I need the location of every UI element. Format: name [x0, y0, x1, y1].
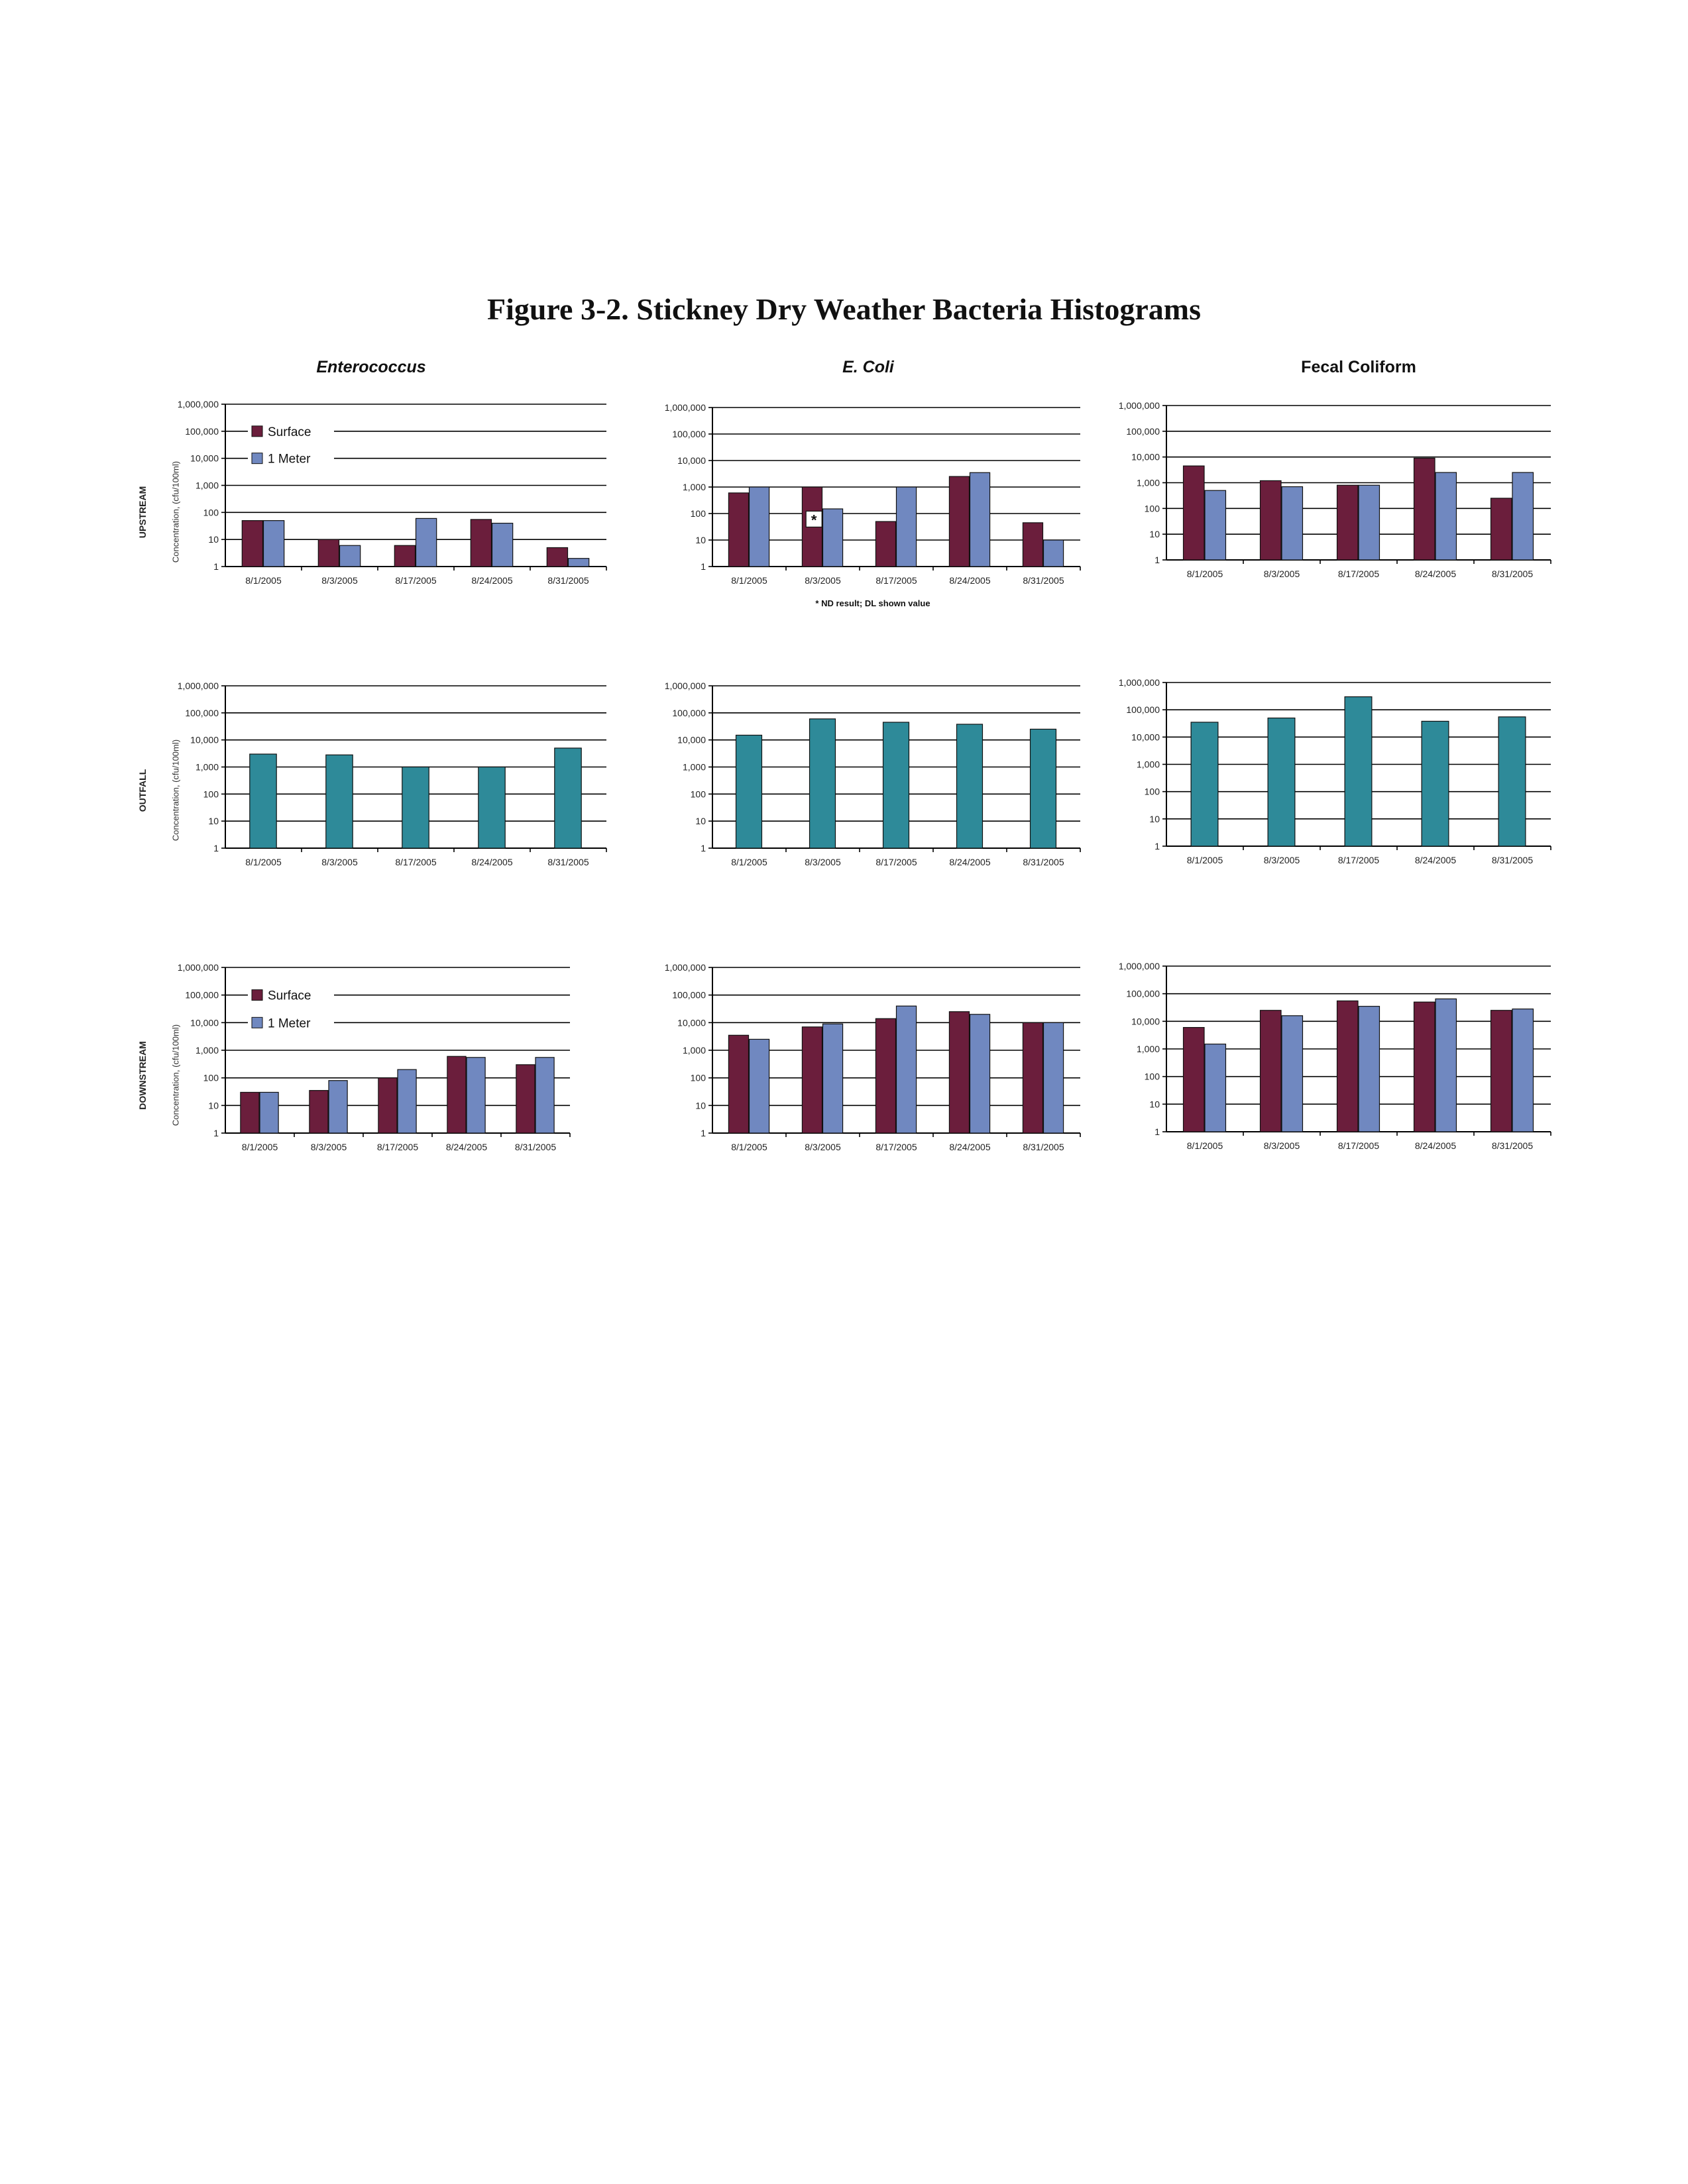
legend-label: Surface	[268, 425, 311, 439]
bar-outfall	[1031, 729, 1056, 848]
x-tick-label: 8/24/2005	[949, 857, 991, 867]
y-tick-label: 1,000	[195, 761, 219, 773]
ecoli-footnote: * ND result; DL shown value	[815, 598, 930, 608]
x-tick-label: 8/31/2005	[547, 857, 589, 867]
chart-upstream-enterococcus	[146, 401, 613, 596]
y-tick-label: 1,000	[1136, 1044, 1160, 1054]
x-tick-label: 8/31/2005	[1023, 1142, 1064, 1152]
y-tick-label: 100,000	[1126, 704, 1160, 716]
x-tick-label: 8/17/2005	[1337, 1140, 1380, 1151]
y-tick-label: 100	[203, 1072, 219, 1083]
bar-1-meter	[535, 1058, 554, 1133]
legend-swatch	[252, 990, 262, 1001]
y-tick-label: 100,000	[672, 707, 706, 718]
y-tick-label: 1	[1154, 555, 1160, 565]
bar-outfall	[1191, 722, 1218, 846]
y-tick-label: 100,000	[1126, 988, 1160, 999]
column-title-ecoli: E. Coli	[842, 358, 894, 376]
bar-surface	[516, 1065, 535, 1133]
x-tick-label: 8/17/2005	[1337, 855, 1380, 865]
bar-1-meter	[1282, 1016, 1302, 1132]
y-tick-label: 10,000	[1131, 1016, 1160, 1027]
bar-surface	[1023, 523, 1042, 567]
y-tick-label: 1,000	[682, 1045, 706, 1056]
bar-surface	[875, 1018, 895, 1133]
y-tick-label: 1,000,000	[664, 402, 706, 413]
bar-surface	[1491, 1010, 1512, 1132]
y-tick-label: 10	[695, 816, 706, 827]
bar-1-meter	[340, 545, 361, 567]
nd-marker: *	[811, 512, 817, 529]
y-tick-label: 1	[1154, 841, 1160, 851]
x-tick-label: 8/24/2005	[445, 1142, 488, 1152]
y-tick-label: 100,000	[185, 425, 219, 437]
x-tick-label: 8/3/2005	[310, 1142, 347, 1152]
bar-1-meter	[1512, 472, 1533, 560]
bar-surface	[1184, 466, 1204, 560]
bar-outfall	[1422, 721, 1449, 846]
legend-swatch	[252, 1017, 262, 1028]
x-tick-label: 8/3/2005	[1263, 1140, 1300, 1151]
bar-1-meter	[260, 1092, 278, 1133]
chart-upstream-ecoli	[633, 404, 1087, 596]
bar-surface	[1261, 1010, 1281, 1132]
chart-outfall-fecal-coliform	[1087, 679, 1557, 876]
x-tick-label: 8/31/2005	[514, 1142, 557, 1152]
bar-surface	[1023, 1022, 1042, 1133]
y-tick-label: 1	[701, 843, 706, 853]
y-tick-label: 10	[695, 1100, 706, 1111]
bar-surface	[309, 1091, 328, 1133]
bar-1-meter	[1359, 1007, 1379, 1132]
y-tick-label: 100	[1144, 1071, 1160, 1082]
y-tick-label: 1,000	[682, 761, 706, 773]
y-tick-label: 1	[1154, 1126, 1160, 1137]
bar-outfall	[1498, 717, 1526, 846]
x-tick-label: 8/3/2005	[1263, 569, 1300, 579]
x-tick-label: 8/1/2005	[1186, 1140, 1223, 1151]
bar-surface	[242, 521, 262, 567]
x-tick-label: 8/17/2005	[875, 575, 917, 586]
y-tick-label: 1,000,000	[664, 681, 706, 691]
bar-outfall	[250, 754, 276, 848]
bar-1-meter	[823, 1024, 843, 1133]
y-tick-label: 1	[213, 561, 219, 572]
x-tick-label: 8/31/2005	[1491, 569, 1534, 579]
x-tick-label: 8/17/2005	[395, 857, 437, 867]
bar-surface	[318, 539, 339, 567]
bar-outfall	[1345, 697, 1372, 846]
x-tick-label: 8/1/2005	[241, 1142, 278, 1152]
y-tick-label: 1,000	[195, 480, 219, 491]
bar-1-meter	[750, 1039, 769, 1133]
bar-outfall	[883, 722, 909, 848]
y-tick-label: 1,000	[1136, 759, 1160, 770]
bar-surface	[241, 1092, 259, 1133]
x-tick-label: 8/24/2005	[949, 575, 991, 586]
y-tick-label: 10,000	[677, 455, 706, 466]
bar-surface	[447, 1056, 466, 1133]
bar-surface	[1414, 1002, 1435, 1132]
legend-label: 1 Meter	[268, 452, 311, 466]
column-title-enterococcus: Enterococcus	[316, 358, 426, 376]
x-tick-label: 8/17/2005	[1337, 569, 1380, 579]
bar-1-meter	[1359, 485, 1379, 560]
bar-outfall	[326, 755, 353, 848]
x-tick-label: 8/1/2005	[731, 857, 767, 867]
bar-1-meter	[416, 518, 437, 567]
x-tick-label: 8/24/2005	[471, 857, 513, 867]
bar-1-meter	[1435, 999, 1456, 1132]
y-tick-label: 1,000	[195, 1045, 219, 1056]
chart-downstream-fecal-coliform	[1087, 963, 1557, 1162]
bar-surface	[394, 545, 415, 567]
y-tick-label: 10	[1149, 813, 1160, 824]
x-tick-label: 8/1/2005	[245, 575, 282, 586]
y-tick-label: 10,000	[190, 1017, 219, 1028]
bar-1-meter	[1282, 487, 1302, 560]
x-tick-label: 8/31/2005	[1023, 575, 1064, 586]
bar-1-meter	[467, 1058, 485, 1133]
y-tick-label: 10,000	[677, 1017, 706, 1028]
y-tick-label: 100	[690, 1072, 706, 1083]
x-tick-label: 8/24/2005	[949, 1142, 991, 1152]
bar-surface	[949, 1012, 969, 1133]
bar-outfall	[810, 719, 836, 848]
y-tick-label: 1,000,000	[1118, 677, 1160, 688]
x-tick-label: 8/31/2005	[547, 575, 589, 586]
bar-1-meter	[823, 509, 843, 567]
y-tick-label: 10,000	[677, 734, 706, 745]
y-tick-label: 10	[695, 535, 706, 545]
bar-outfall	[478, 767, 505, 849]
x-tick-label: 8/31/2005	[1491, 1140, 1534, 1151]
x-tick-label: 8/31/2005	[1023, 857, 1064, 867]
x-tick-label: 8/1/2005	[731, 1142, 767, 1152]
x-tick-label: 8/24/2005	[1414, 1140, 1457, 1151]
y-tick-label: 10,000	[1131, 732, 1160, 743]
legend-label: Surface	[268, 989, 311, 1003]
bar-surface	[471, 519, 491, 567]
x-tick-label: 8/3/2005	[805, 857, 841, 867]
y-tick-label: 10	[208, 1100, 219, 1111]
y-tick-label: 10	[208, 534, 219, 545]
y-tick-label: 100,000	[672, 429, 706, 439]
y-tick-label: 1,000,000	[664, 962, 706, 973]
bar-1-meter	[970, 472, 990, 567]
y-tick-label: 1,000,000	[1118, 961, 1160, 971]
chart-downstream-ecoli	[633, 964, 1087, 1163]
x-tick-label: 8/3/2005	[1263, 855, 1300, 865]
row-label-outfall: OUTFALL	[137, 769, 148, 812]
bar-1-meter	[329, 1081, 347, 1133]
bar-surface	[802, 1027, 822, 1133]
y-tick-label: 100,000	[185, 707, 219, 718]
chart-downstream-enterococcus	[146, 964, 577, 1163]
x-tick-label: 8/31/2005	[1491, 855, 1534, 865]
chart-outfall-ecoli	[633, 682, 1087, 878]
y-tick-label: 100	[203, 507, 219, 518]
chart-outfall-enterococcus	[146, 682, 613, 878]
bar-1-meter	[897, 1006, 917, 1133]
y-axis-title-downstream: Concentration, (cfu/100ml)	[170, 1024, 181, 1126]
bar-1-meter	[569, 559, 589, 567]
y-tick-label: 1	[701, 1128, 706, 1138]
bar-1-meter	[1205, 1044, 1225, 1132]
bar-surface	[728, 493, 748, 567]
chart-upstream-fecal-coliform	[1087, 402, 1557, 590]
y-tick-label: 1,000,000	[177, 681, 219, 691]
bar-surface	[949, 476, 969, 567]
bar-1-meter	[970, 1014, 990, 1133]
bar-surface	[1261, 480, 1281, 560]
column-title-fecal-coliform: Fecal Coliform	[1301, 358, 1416, 376]
y-tick-label: 1,000	[1136, 477, 1160, 488]
y-tick-label: 10	[1149, 1099, 1160, 1110]
y-tick-label: 100	[1144, 786, 1160, 797]
legend-swatch	[252, 453, 262, 464]
bar-surface	[1337, 1001, 1358, 1132]
bar-outfall	[1268, 718, 1295, 846]
y-tick-label: 1	[701, 561, 706, 572]
x-tick-label: 8/17/2005	[875, 1142, 917, 1152]
bar-outfall	[555, 748, 581, 848]
x-tick-label: 8/17/2005	[875, 857, 917, 867]
x-tick-label: 8/1/2005	[1186, 569, 1223, 579]
y-tick-label: 10	[208, 816, 219, 827]
bar-1-meter	[1205, 490, 1225, 560]
bar-1-meter	[750, 487, 769, 567]
bar-surface	[378, 1078, 397, 1133]
y-tick-label: 10,000	[190, 453, 219, 464]
bar-1-meter	[897, 487, 917, 567]
x-tick-label: 8/3/2005	[321, 857, 358, 867]
x-tick-label: 8/24/2005	[1414, 569, 1457, 579]
x-tick-label: 8/1/2005	[1186, 855, 1223, 865]
bar-1-meter	[1044, 540, 1064, 567]
bar-surface	[1184, 1028, 1204, 1132]
y-tick-label: 1	[213, 843, 219, 853]
y-tick-label: 10,000	[1131, 451, 1160, 463]
y-tick-label: 1	[213, 1128, 219, 1138]
x-tick-label: 8/17/2005	[376, 1142, 419, 1152]
y-tick-label: 10	[1149, 529, 1160, 540]
bar-1-meter	[1044, 1022, 1064, 1133]
legend-swatch	[252, 426, 262, 437]
x-tick-label: 8/1/2005	[731, 575, 767, 586]
x-tick-label: 8/17/2005	[395, 575, 437, 586]
y-axis-title-upstream: Concentration, (cfu/100ml)	[170, 461, 181, 563]
x-tick-label: 8/3/2005	[321, 575, 358, 586]
y-tick-label: 100,000	[1126, 425, 1160, 437]
x-tick-label: 8/3/2005	[805, 575, 841, 586]
bar-outfall	[402, 767, 429, 849]
y-tick-label: 100,000	[672, 989, 706, 1001]
bar-outfall	[736, 735, 762, 848]
row-label-upstream: UPSTREAM	[137, 486, 148, 539]
bar-1-meter	[1435, 472, 1456, 560]
page-title: Figure 3-2. Stickney Dry Weather Bacteria Histograms	[486, 292, 1201, 326]
y-tick-label: 100	[203, 789, 219, 800]
bar-surface	[547, 547, 567, 567]
y-tick-label: 100	[690, 789, 706, 800]
bar-surface	[875, 521, 895, 567]
bar-1-meter	[398, 1069, 416, 1133]
y-tick-label: 100	[690, 508, 706, 519]
legend-label: 1 Meter	[268, 1016, 311, 1031]
row-label-downstream: DOWNSTREAM	[137, 1041, 148, 1110]
y-tick-label: 1,000,000	[1118, 400, 1160, 411]
y-tick-label: 100,000	[185, 989, 219, 1001]
x-tick-label: 8/24/2005	[471, 575, 513, 586]
y-axis-title-outfall: Concentration, (cfu/100ml)	[170, 739, 181, 842]
y-tick-label: 1,000,000	[177, 399, 219, 410]
bar-surface	[1491, 498, 1512, 560]
bar-outfall	[957, 724, 983, 848]
bar-surface	[1337, 485, 1358, 560]
bar-surface	[1414, 458, 1435, 560]
x-tick-label: 8/24/2005	[1414, 855, 1457, 865]
y-tick-label: 10,000	[190, 734, 219, 745]
bar-1-meter	[492, 523, 513, 567]
x-tick-label: 8/1/2005	[245, 857, 282, 867]
y-tick-label: 1,000	[682, 482, 706, 492]
y-tick-label: 100	[1144, 503, 1160, 514]
x-tick-label: 8/3/2005	[805, 1142, 841, 1152]
bar-1-meter	[264, 521, 284, 567]
bar-surface	[728, 1035, 748, 1133]
bar-1-meter	[1512, 1009, 1533, 1132]
y-tick-label: 1,000,000	[177, 962, 219, 973]
